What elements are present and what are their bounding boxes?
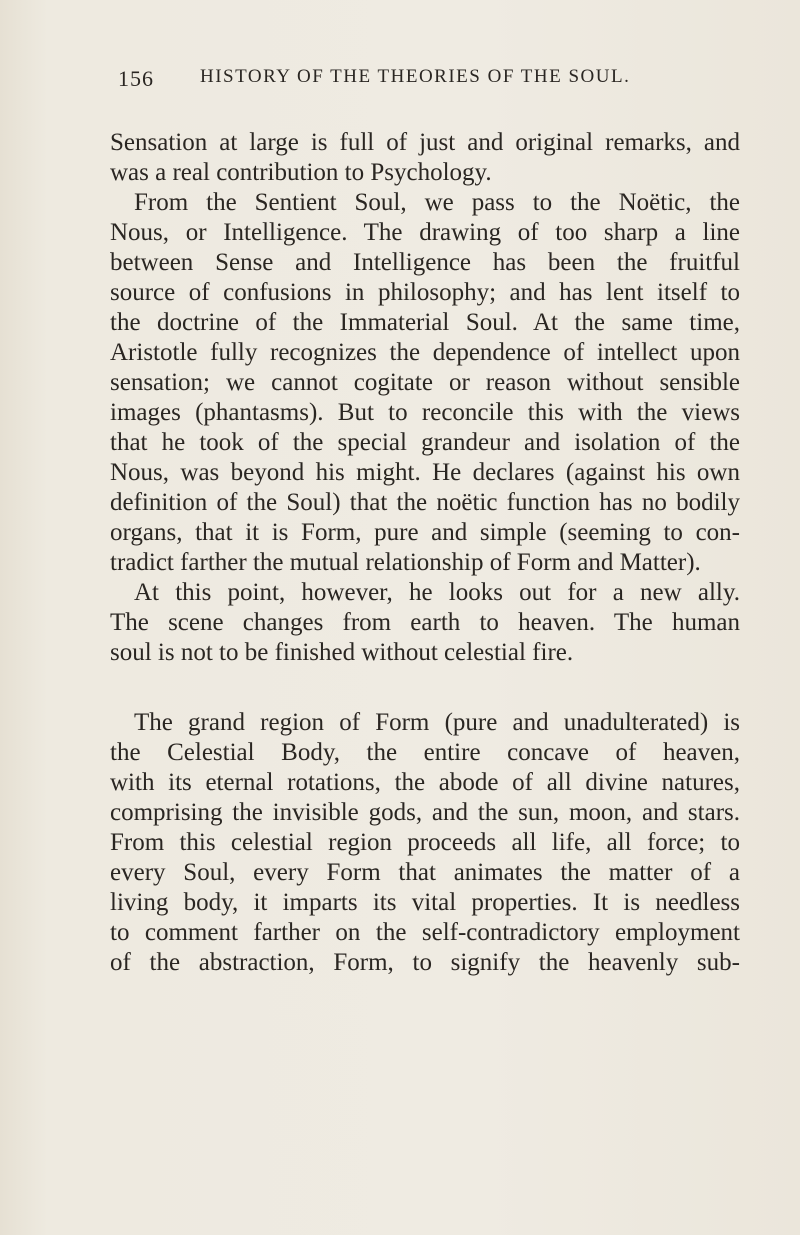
text-line: Sensation at large is full of just and original remarks, and [110, 129, 740, 156]
text-line: every Soul, every Form that animates the matter of a [110, 859, 740, 886]
text-line: living body, it imparts its vital properties. It is needless [110, 889, 740, 916]
paragraph-3 [110, 578, 740, 668]
text-line: The scene changes from earth to heaven. The human [110, 609, 740, 636]
text-line: soul is not to be finished without celestial fire. [110, 639, 574, 666]
text-line: At this point, however, he looks out for a new ally. [134, 579, 740, 606]
text-line: comprising the invisible gods, and the sun, moon, and stars. [110, 799, 740, 826]
text-line: source of confusions in philosophy; and has lent itself to [110, 279, 740, 306]
text-line: between Sense and Intelligence has been the fruitful [110, 249, 740, 276]
running-title: HISTORY OF THE THEORIES OF THE SOUL. [200, 66, 631, 87]
body-text [110, 128, 740, 978]
text-line: From the Sentient Soul, we pass to the Noëtic, the [134, 189, 740, 216]
text-line: images (phantasms). But to reconcile this with the views [110, 399, 740, 426]
text-line: tradict farther the mutual relationship of Form and Matter). [110, 549, 701, 576]
text-line: From this celestial region proceeds all life, all force; to [110, 829, 740, 856]
paragraph-1 [110, 128, 740, 188]
text-line: that he took of the special grandeur and isolation of the [110, 429, 740, 456]
text-line: the Celestial Body, the entire concave of heaven, [110, 739, 740, 766]
text-line: The grand region of Form (pure and unadulterated) is [134, 709, 740, 736]
paragraph-4 [110, 708, 740, 978]
page-header [118, 66, 718, 102]
text-line: organs, that it is Form, pure and simple (seeming to con- [110, 519, 740, 546]
text-line: of the abstraction, Form, to signify the heavenly sub- [110, 949, 740, 976]
text-line: definition of the Soul) that the noëtic function has no bodily [110, 489, 740, 516]
section-gap [110, 668, 740, 708]
text-line: sensation; we cannot cogitate or reason without sensible [110, 369, 740, 396]
text-line: was a real contribution to Psychology. [110, 159, 492, 186]
text-line: Nous, was beyond his might. He declares (against his own [110, 459, 740, 486]
page-number: 156 [118, 66, 154, 91]
text-line: the doctrine of the Immaterial Soul. At the same time, [110, 309, 740, 336]
text-line: to comment farther on the self-contradictory employment [110, 919, 740, 946]
text-line: with its eternal rotations, the abode of all divine natures, [110, 769, 740, 796]
text-line: Nous, or Intelligence. The drawing of too sharp a line [110, 219, 740, 246]
paragraph-2 [110, 188, 740, 578]
text-line: Aristotle fully recognizes the dependence of intellect upon [110, 339, 740, 366]
